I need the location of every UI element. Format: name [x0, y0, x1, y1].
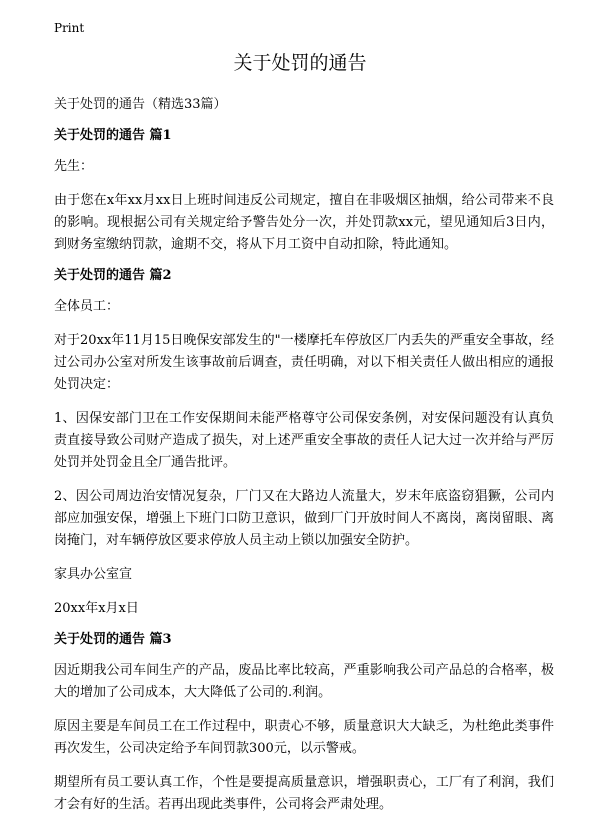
- document-body: [54, 94, 554, 816]
- salutation-1: 先生：: [54, 159, 94, 174]
- date-line: 20xx年x月x日: [54, 601, 139, 616]
- paragraph: 对于20xx年11月15日晚保安部发生的"一楼摩托车停放区厂内丢失的严重安全事故，经过公司办公室对所发生该事故前后调查，责任明确，对以下相关责任人做出相应的通报处罚决定：: [54, 333, 554, 392]
- signature-line: 家具办公室宣: [54, 567, 133, 582]
- paragraph: 由于您在x年xx月xx日上班时间违反公司规定，擅自在非吸烟区抽烟，给公司带来不良的影响。现根据公司有关规定给予警告处分一次，并处罚款xx元，望见通知后3日内，到财务室缴纳罚款，逾期不交，将从下月工资中自动扣除，特此通知。: [54, 193, 554, 252]
- paragraph: 2、因公司周边治安情况复杂，厂门又在大路边人流量大，岁末年底盗窃猖獗，公司内部应加强安保，增强上下班门口防卫意识，做到厂门开放时间人不离岗，离岗留眼、离岗掩门，对车辆停放区要求停放人员主动上锁以加强安全防护。: [54, 489, 554, 548]
- section-heading-1: 关于处罚的通告 篇1: [54, 128, 172, 143]
- paragraph: 1、因保安部门卫在工作安保期间未能严格尊守公司保安条例，对安保问题没有认真负责直接导致公司财产造成了损失，对上述严重安全事故的责任人记大过一次并给与严厉处罚并处罚金且全厂通告批评。: [54, 411, 554, 470]
- section-heading-2: 关于处罚的通告 篇2: [54, 268, 172, 283]
- salutation-2: 全体员工：: [54, 299, 120, 314]
- paragraph: 因近期我公司车间生产的产品，废品比率比较高，严重影响我公司产品总的合格率，极大的增加了公司成本，大大降低了公司的.利润。: [54, 663, 554, 700]
- document-title: 关于处罚的通告: [233, 52, 367, 74]
- paragraph: 原因主要是车间员工在工作过程中，职责心不够，质量意识大大缺乏，为杜绝此类事件再次发生，公司决定给予车间罚款300元，以示警戒。: [54, 719, 554, 756]
- print-link[interactable]: Print: [54, 21, 85, 35]
- paragraph: 期望所有员工要认真工作，个性是要提高质量意识，增强职责心，工厂有了利润，我们才会有好的生活。若再出现此类事件，公司将会严肃处理。: [54, 775, 554, 812]
- document-subtitle: 关于处罚的通告（精选33篇）: [54, 97, 227, 112]
- section-heading-3: 关于处罚的通告 篇3: [54, 632, 172, 647]
